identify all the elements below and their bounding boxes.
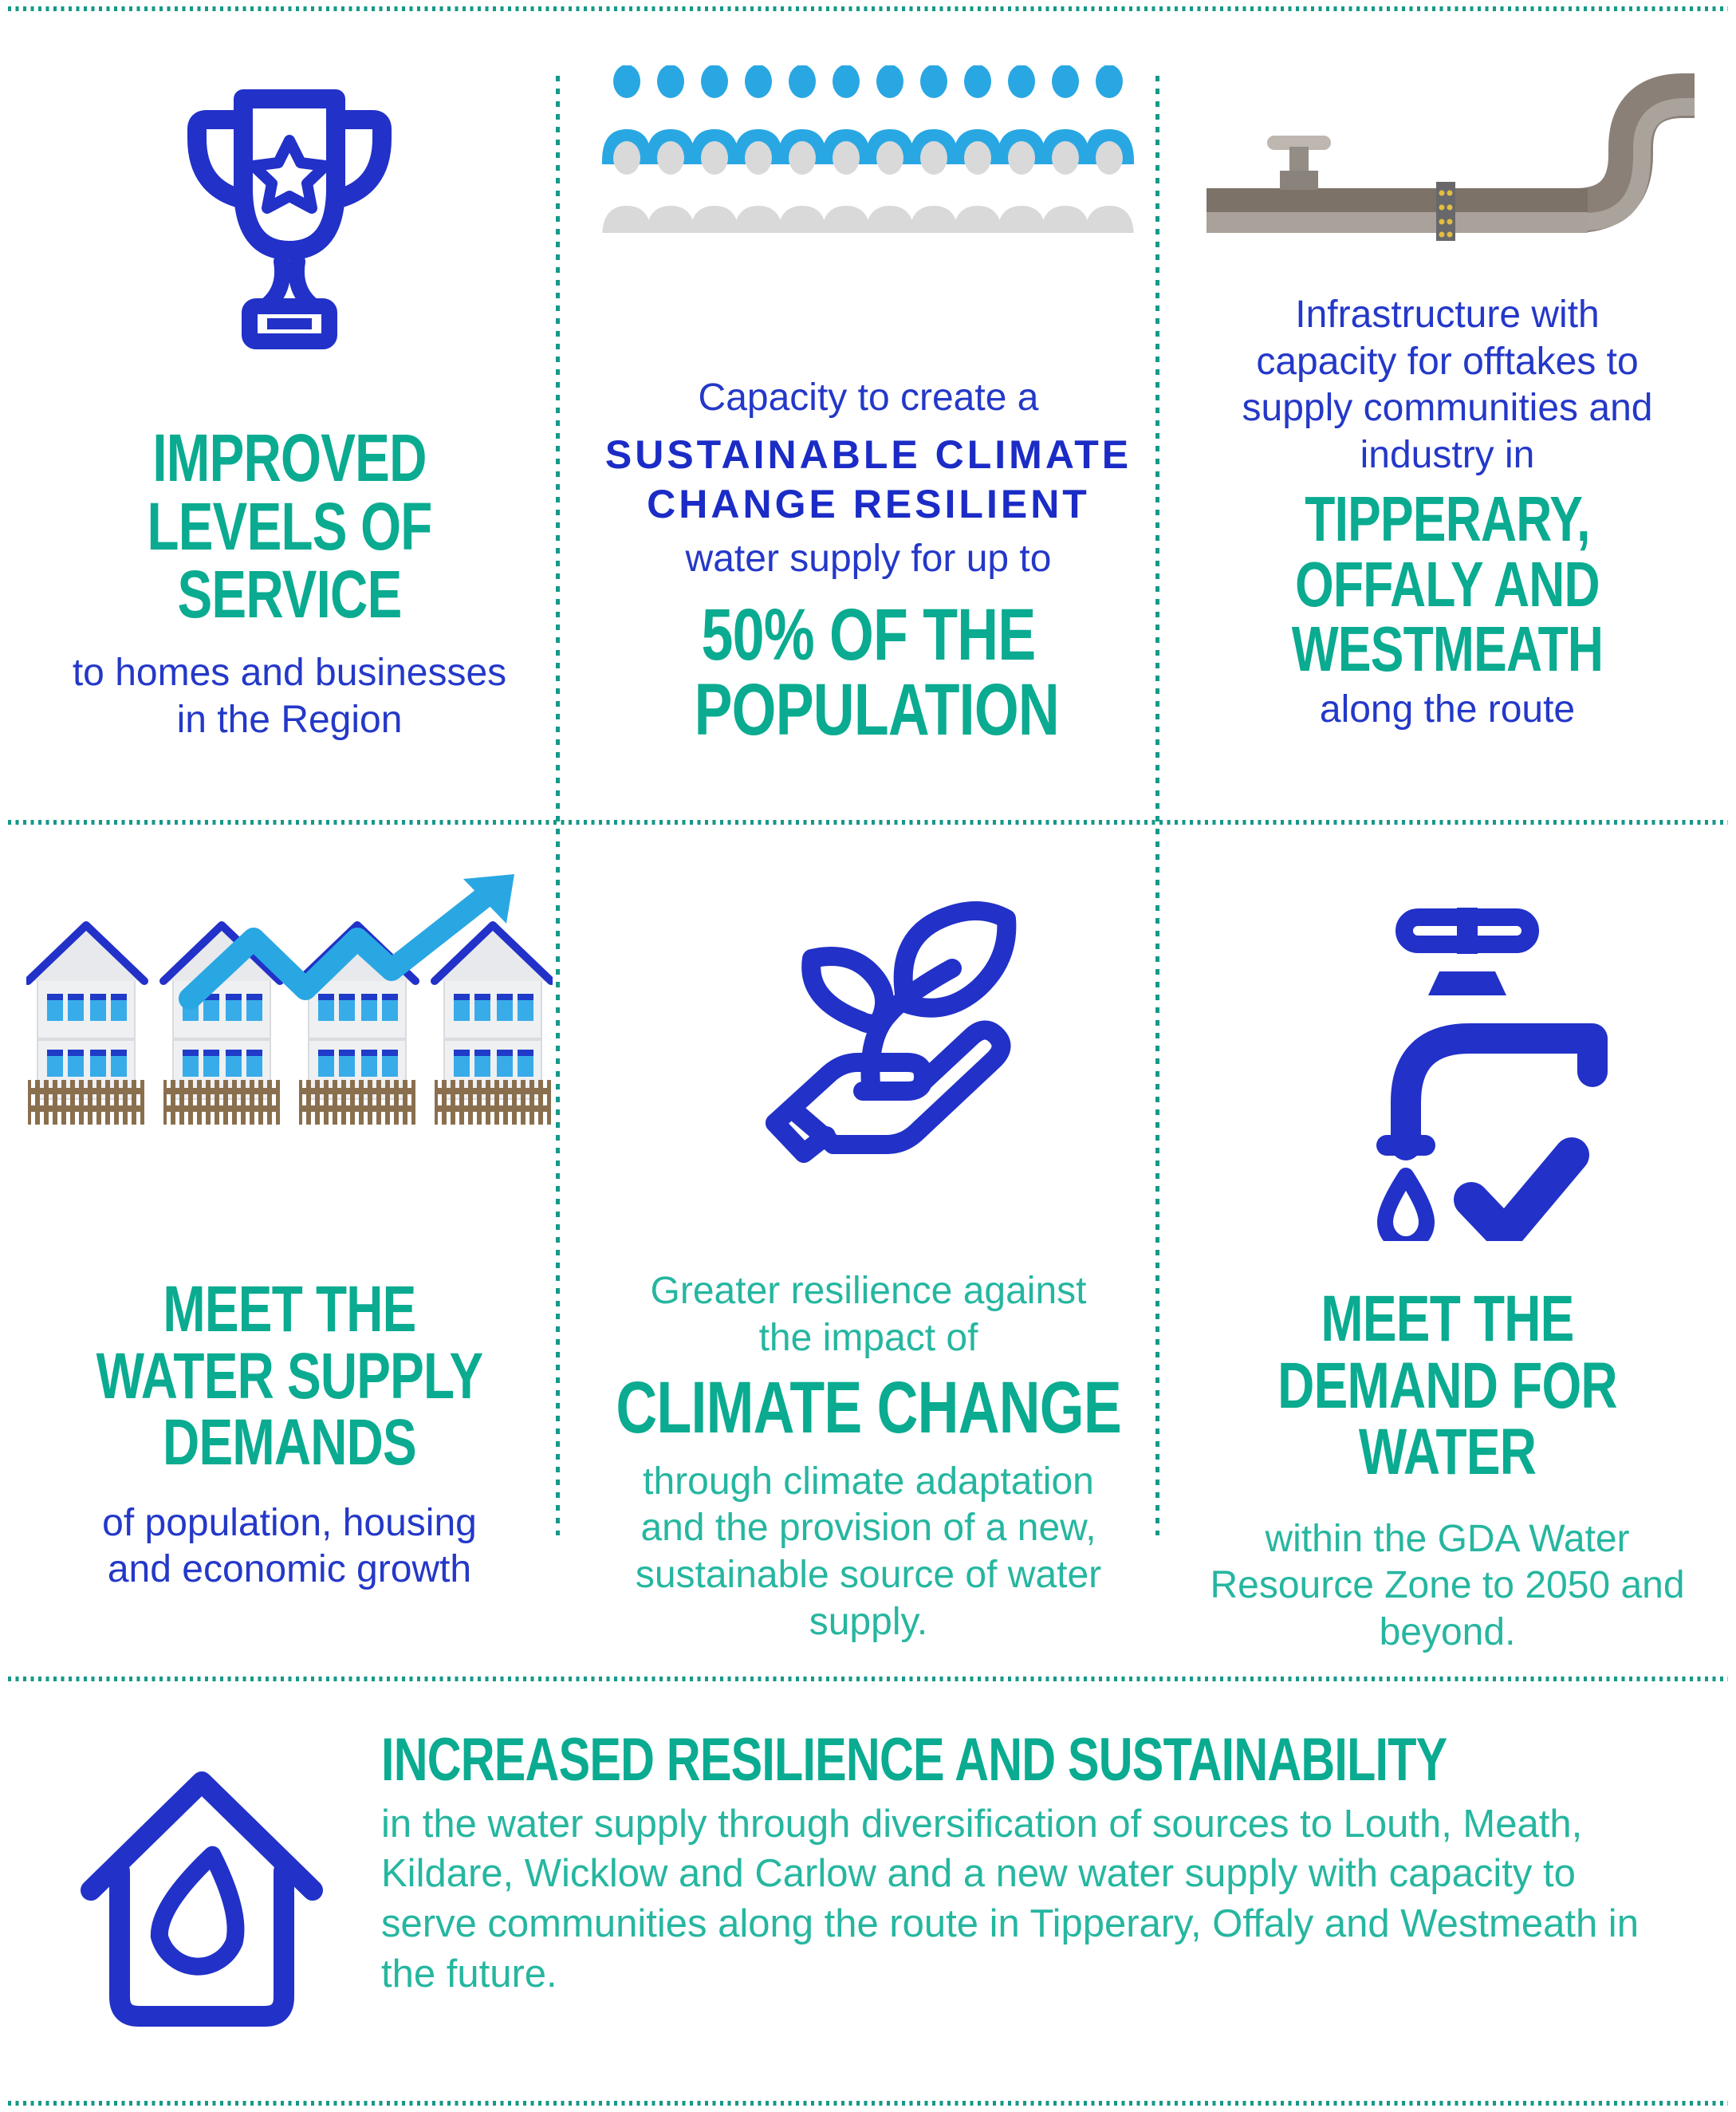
panel-heading: MEET THE DEMAND FOR WATER xyxy=(1277,1283,1617,1489)
panel-body: to homes and businesses in the Region xyxy=(72,652,507,741)
tap-drop-check-icon xyxy=(1280,882,1615,1241)
hand-plant-icon xyxy=(697,884,1040,1227)
panel-body: within the GDA Water Resource Zone to 2050 and beyond. xyxy=(1210,1517,1685,1653)
footer-body: in the water supply through diversification of sources to Louth, Meath, Kildare, Wicklow and Carlow and a new water supply with capacity to serve communities along the route in Tipperary, Offaly and Westmeath in the future. xyxy=(381,1802,1639,1996)
panel-infrastructure xyxy=(1158,24,1736,822)
panel-demand-for-water xyxy=(1158,822,1736,1675)
water-pipe-icon xyxy=(1200,59,1695,274)
panel-body: of population, housing and economic growth xyxy=(102,1501,477,1591)
divider-bottom xyxy=(8,2101,1728,2106)
panel-heading: 50% OF THE POPULATION xyxy=(694,594,1059,751)
trophy-icon xyxy=(170,70,409,351)
panel-population-capacity xyxy=(579,24,1158,822)
panel-line1: Capacity to create a xyxy=(698,376,1039,419)
houses-growth-arrow-icon xyxy=(26,871,553,1126)
panel-heading: CLIMATE CHANGE xyxy=(616,1367,1121,1449)
panel-body1: Greater resilience against the impact of xyxy=(650,1270,1087,1359)
divider-footer-top xyxy=(8,1677,1728,1681)
divider-top xyxy=(8,6,1728,11)
panel-improved-levels xyxy=(0,24,579,822)
footer-icon-wrap xyxy=(70,1724,333,2043)
panel-line3: water supply for up to xyxy=(685,537,1052,580)
panel-body1: Infrastructure with capacity for offtakes to supply communities and industry in xyxy=(1242,294,1653,476)
panel-climate-change xyxy=(579,822,1158,1675)
panel-heading: TIPPERARY, OFFALY AND WESTMEATH xyxy=(1291,483,1604,685)
footer-text xyxy=(381,1726,1689,1999)
panel-body2: through climate adaptation and the provision of a new, sustainable source of water supply. xyxy=(635,1460,1102,1643)
population-people-icon xyxy=(600,65,1136,233)
panel-heading: MEET THE WATER SUPPLY DEMANDS xyxy=(96,1273,483,1480)
panel-line2: SUSTAINABLE CLIMATE CHANGE RESILIENT xyxy=(604,431,1132,527)
panel-supply-demands xyxy=(0,822,579,1675)
panel-body2: along the route xyxy=(1319,688,1576,731)
panel-heading: IMPROVED LEVELS OF SERVICE xyxy=(147,420,432,632)
footer-heading: INCREASED RESILIENCE AND SUSTAINABILITY xyxy=(381,1726,1447,1794)
house-water-drop-icon xyxy=(70,1724,333,2043)
